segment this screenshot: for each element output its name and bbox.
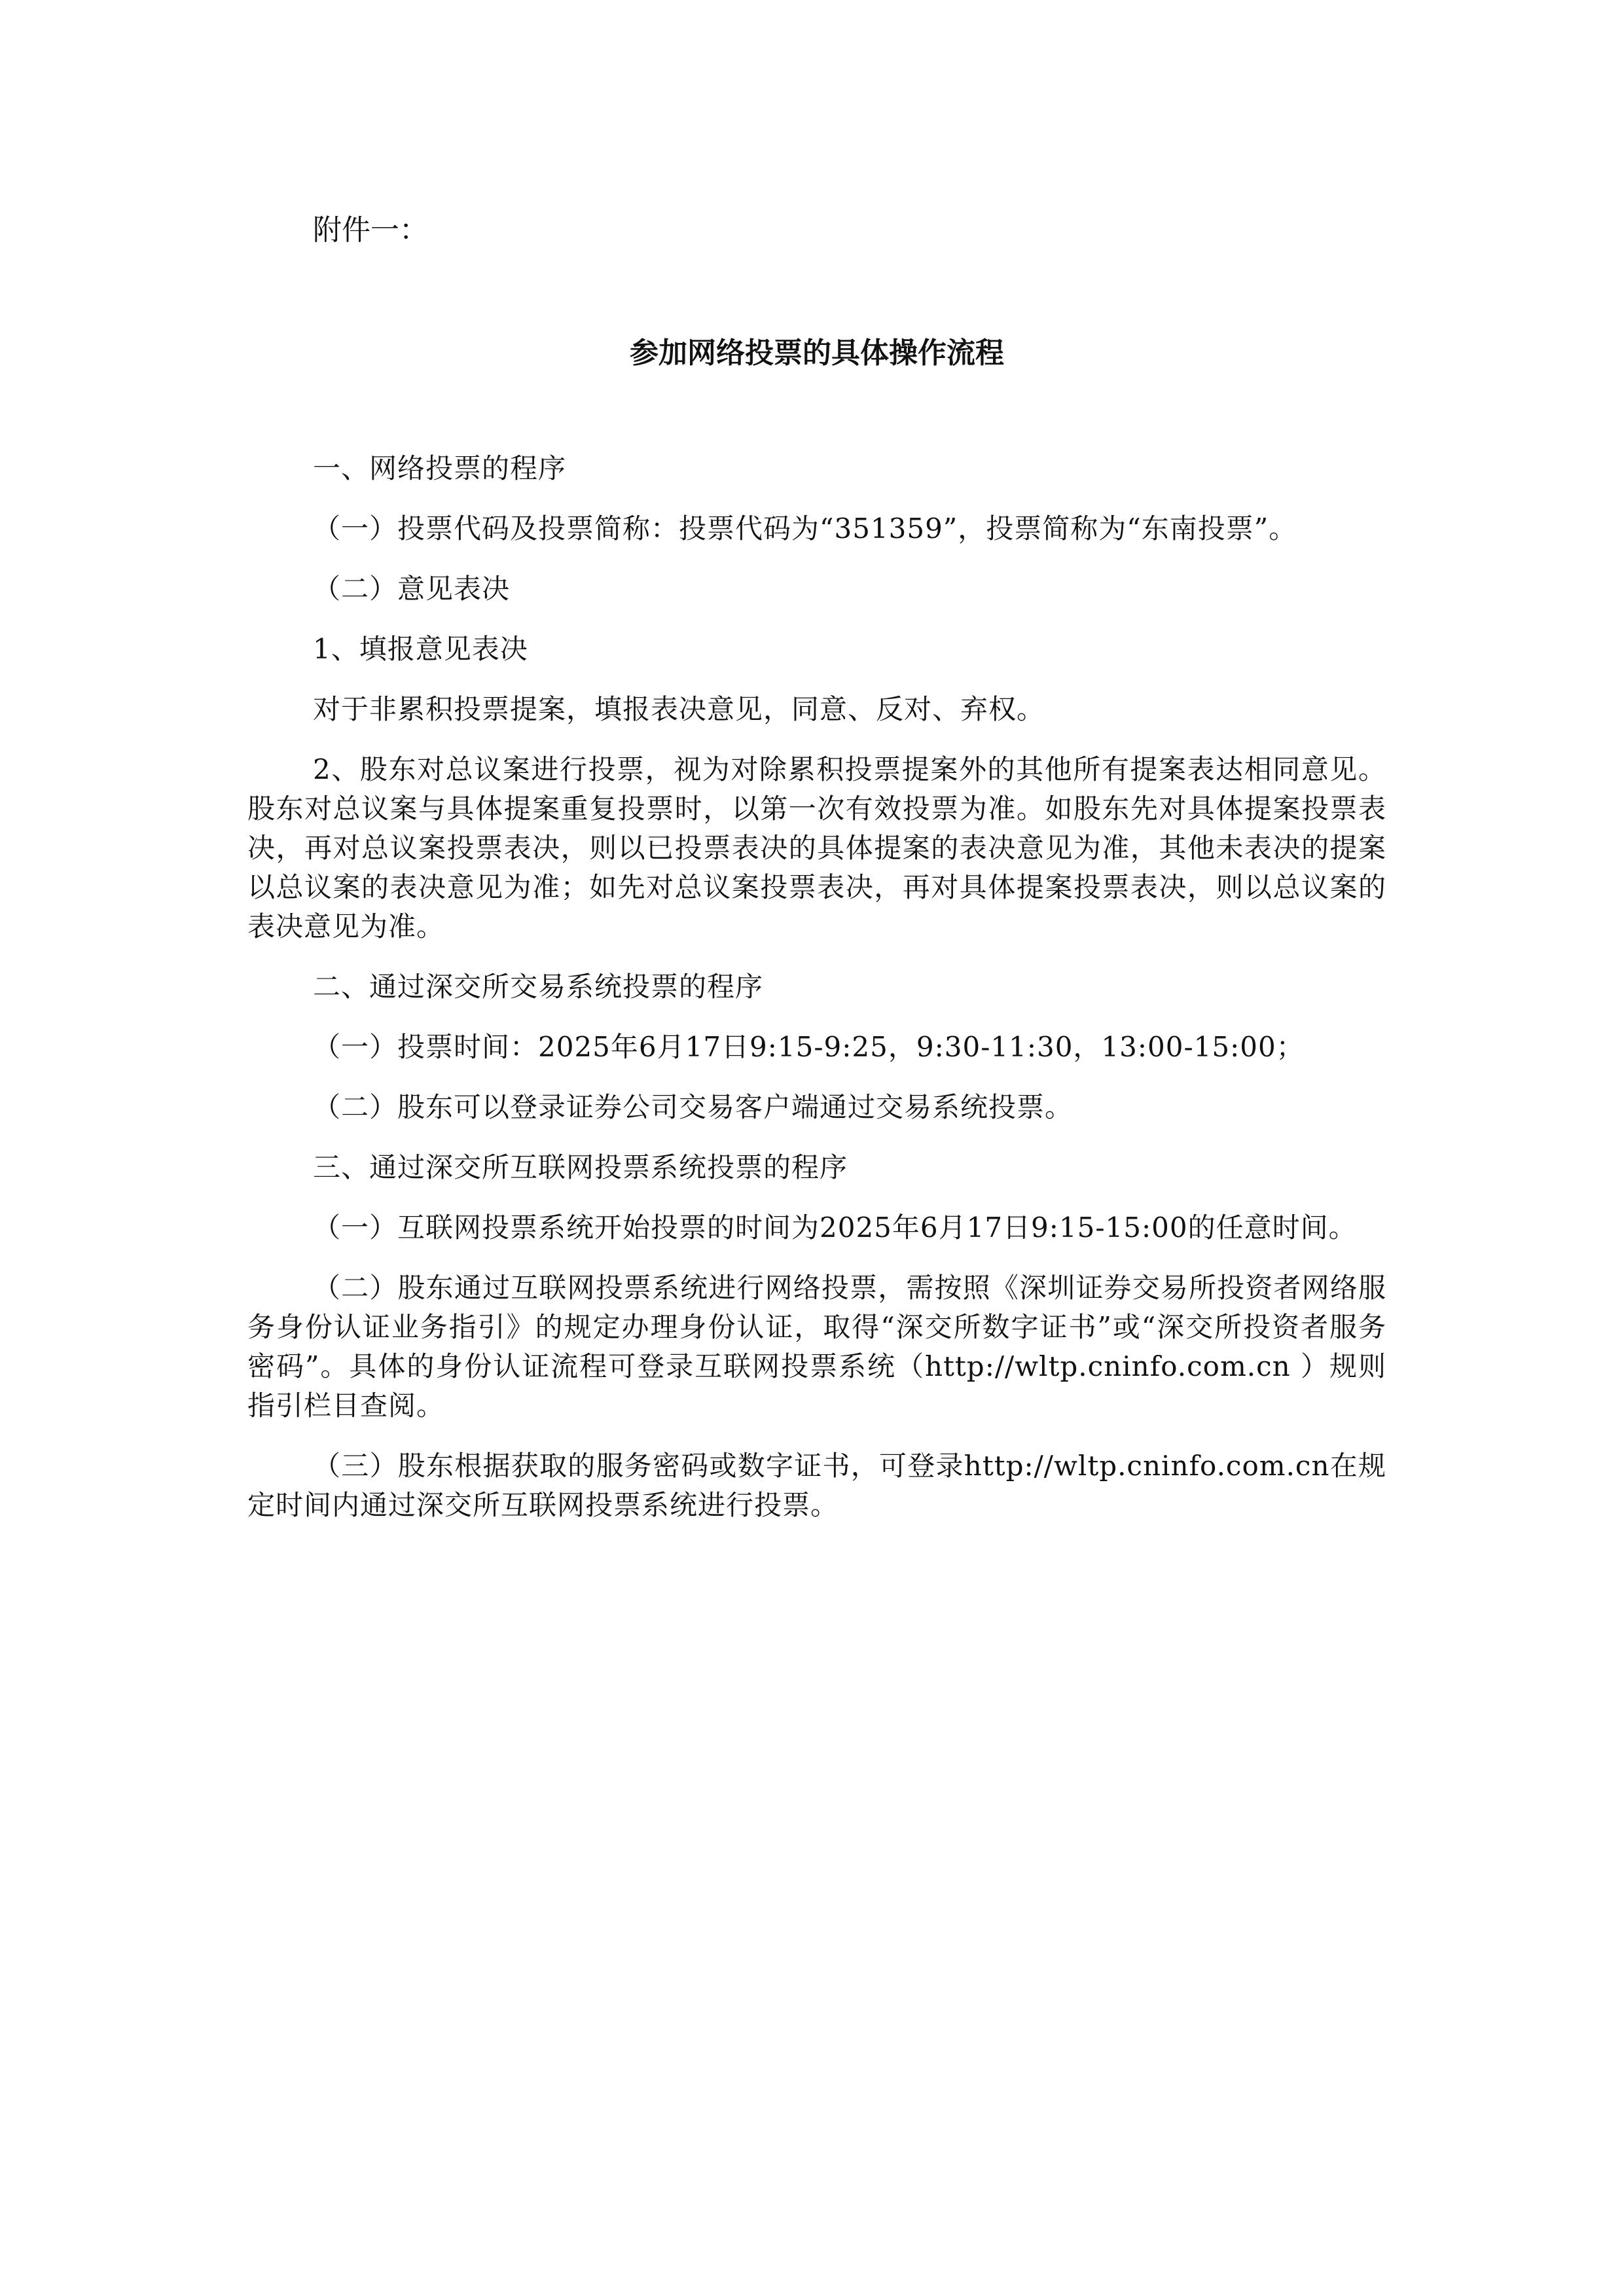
document-title: 参加网络投票的具体操作流程	[630, 336, 1004, 370]
attachment-label: 附件一：	[313, 213, 428, 247]
document-body	[247, 449, 1386, 1525]
paragraph-total-proposal: 2、股东对总议案进行投票，视为对除累积投票提案外的其他所有提案表达相同意见。股东对总议案与具体提案重复投票时，以第一次有效投票为准。如股东先对具体提案投票表决，再对总议案投票表决，则以已投票表决的具体提案的表决意见为准，其他未表决的提案以总议案的表决意见为准；如先对总议案投票表决，再对具体提案投票表决，则以总议案的表决意见为准。	[247, 753, 1386, 942]
paragraph-non-cumulative: 对于非累积投票提案，填报表决意见，同意、反对、弃权。	[313, 693, 1045, 725]
paragraph-internet-time: （一）互联网投票系统开始投票的时间为2025年6月17日9:15-15:00的任意时间。	[313, 1211, 1357, 1244]
item-fill-opinion: 1、填报意见表决	[313, 633, 528, 665]
paragraph-trading-client: （二）股东可以登录证券公司交易客户端通过交易系统投票。	[313, 1091, 1074, 1123]
section-heading-1: 一、网络投票的程序	[313, 452, 567, 484]
paragraph-identity-auth: （二）股东通过互联网投票系统进行网络投票，需按照《深圳证券交易所投资者网络服务身份认证业务指引》的规定办理身份认证，取得“深交所数字证书”或“深交所投资者服务密码”。具体的身份认证流程可登录互联网投票系统（http://wltp.cninfo.com.cn ）规则指引栏目查阅。	[247, 1272, 1386, 1422]
section-heading-2: 二、通过深交所交易系统投票的程序	[313, 971, 764, 1003]
section-heading-3: 三、通过深交所互联网投票系统投票的程序	[313, 1151, 848, 1183]
document-content	[247, 211, 1386, 1546]
paragraph-login-vote: （三）股东根据获取的服务密码或数字证书，可登录http://wltp.cninfo.com.cn在规定时间内通过深交所互联网投票系统进行投票。	[247, 1450, 1386, 1521]
paragraph-voting-time: （一）投票时间：2025年6月17日9:15-9:25，9:30-11:30，13:00-15:00；	[313, 1031, 1305, 1063]
paragraph-voting-code: （一）投票代码及投票简称：投票代码为“351359”，投票简称为“东南投票”。	[313, 512, 1297, 545]
subsection-heading-opinion: （二）意见表决	[313, 573, 511, 605]
